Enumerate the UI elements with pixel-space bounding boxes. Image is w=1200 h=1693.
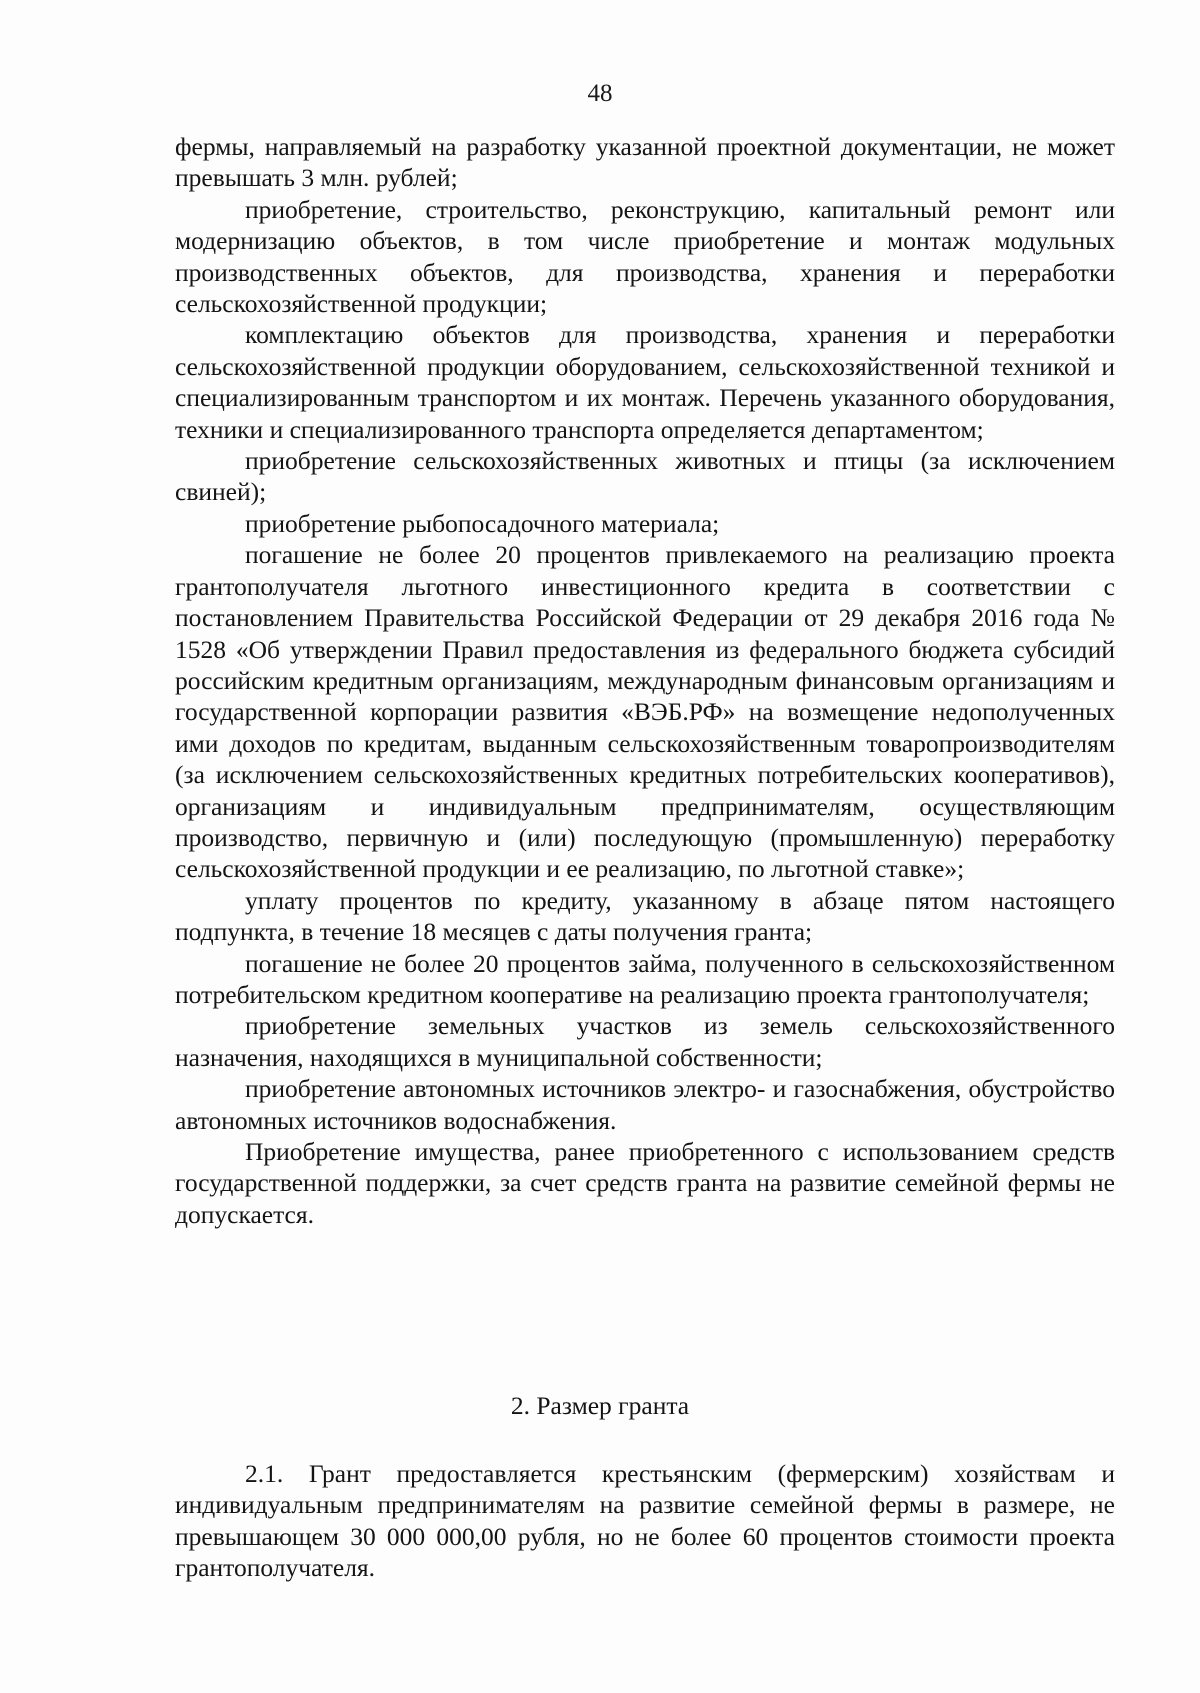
paragraph-equipment: комплектацию объектов для производства, хранения и переработки сельскохозяйственной продукции оборудованием, сельскохозяйственной техникой и специализированным транспортом и их монтаж. Перечень указанного оборудования, техники и специализированного транспорта определяется департаментом; — [175, 320, 1115, 444]
section-heading: 2. Размер гранта — [510, 1391, 690, 1420]
paragraph-fish-material: приобретение рыбопосадочного материала; — [245, 508, 720, 538]
section-text — [175, 1458, 1115, 1584]
paragraph-credit-repayment: погашение не более 20 процентов привлекаемого на реализацию проекта грантополучателя льготного инвестиционного кредита в соответствии с постановлением Правительства Российской Федерации от 29 декабря 2016 года № 1528 «Об утверждении Правил предоставления из федерального бюджета субсидий российским кредитным организациям, международным финансовым организациям и государственной корпорации развития «ВЭБ.РФ» на возмещение недополученных ими доходов по кредитам, выданным сельскохозяйственным товаропроизводителям (за исключением сельскохозяйственных кредитных потребительских кооперативов), организациям и индивидуальным предпринимателям, осуществляющим производство, первичную и (или) последующую (промышленную) переработку сельскохозяйственной продукции и ее реализацию, по льготной ставке»; — [175, 540, 1115, 884]
paragraph-autonomous-sources: приобретение автономных источников электро- и газоснабжения, обустройство автономных источников водоснабжения. — [175, 1074, 1115, 1135]
page-number: 48 — [587, 80, 613, 107]
paragraph-animals: приобретение сельскохозяйственных животных и птицы (за исключением свиней); — [175, 446, 1115, 507]
paragraph-interest-payment: уплату процентов по кредиту, указанному в абзаце пятом настоящего подпункта, в течение 18 месяцев с даты получения гранта; — [175, 885, 1115, 947]
paragraph-restriction: Приобретение имущества, ранее приобретенного с использованием средств государственной поддержки, за счет средств гранта на развитие семейной фермы не допускается. — [175, 1137, 1115, 1229]
paragraph-loan-repayment: погашение не более 20 процентов займа, полученного в сельскохозяйственном потребительском кредитном кооперативе на реализацию проекта грантополучателя; — [175, 948, 1115, 1009]
paragraph-grant-size: 2.1. Грант предоставляется крестьянским (фермерским) хозяйствам и индивидуальным предпринимателям на развитие семейной фермы в размере, не превышающем 30 000 000,00 рубля, но не более 60 процентов стоимости проекта грантополучателя. — [175, 1459, 1115, 1583]
paragraph-continuation: фермы, направляемый на разработку указанной проектной документации, не может превышать 3 млн. рублей; — [175, 132, 1115, 193]
paragraph-land-purchase: приобретение земельных участков из земель сельскохозяйственного назначения, находящихся в муниципальной собственности; — [175, 1011, 1115, 1072]
body-text — [175, 131, 1115, 1230]
paragraph-construction: приобретение, строительство, реконструкцию, капитальный ремонт или модернизацию объектов, в том числе приобретение и монтаж модульных производственных объектов, для производства, хранения и переработки сельскохозяйственной продукции; — [175, 194, 1115, 319]
